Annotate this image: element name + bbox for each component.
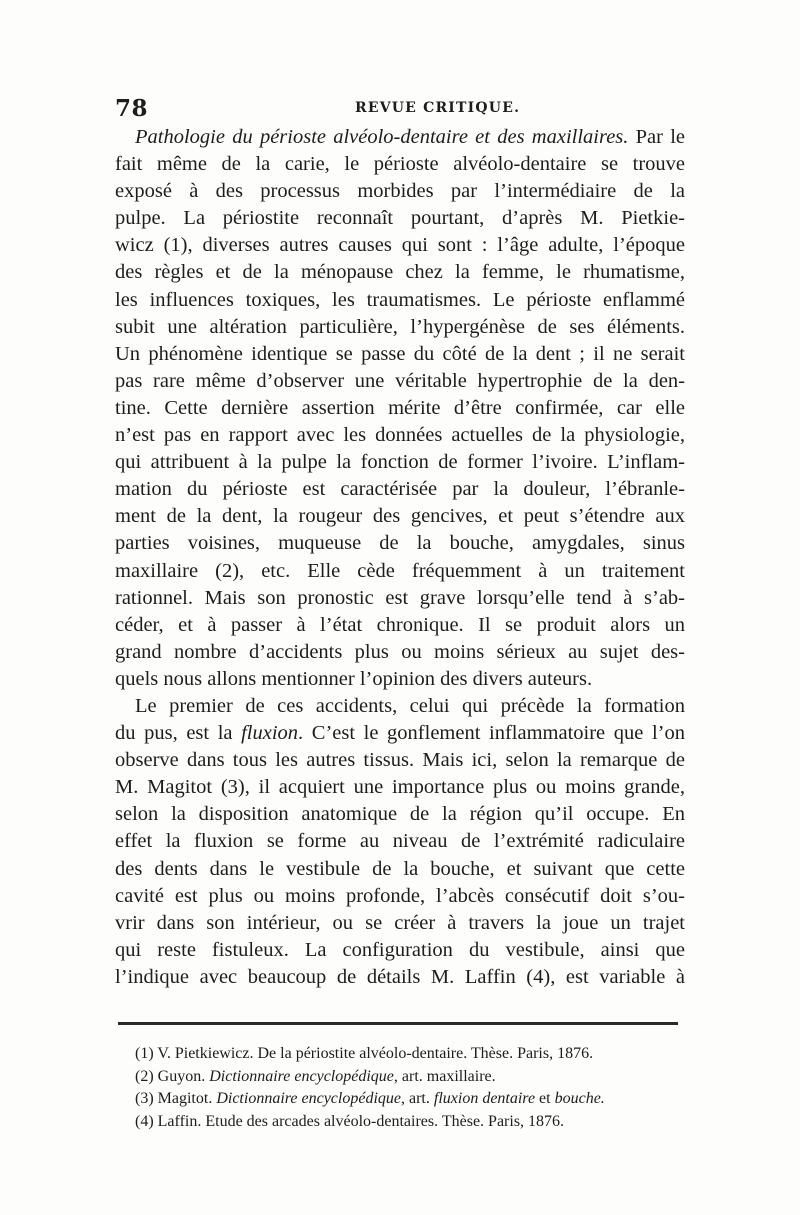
text-line: quels nous allons mentionner l’opinion des divers auteurs.	[115, 667, 593, 690]
text-line: des règles et de la ménopause chez la femme, le rhumatisme,	[115, 261, 685, 284]
text-line: du pus, est la fluxion. C’est le gonflement inflammatoire que l’on	[115, 722, 685, 745]
text-line: les influences toxiques, les traumatismes. Le périoste enflammé	[115, 288, 685, 311]
text-line: qui attribuent à la pulpe la fonction de former l’ivoire. L’inflam-	[115, 451, 685, 474]
running-head: REVUE CRITIQUE.	[355, 100, 521, 116]
text-line: pas rare même d’observer une véritable hypertrophie de la den-	[115, 369, 685, 392]
text-line: pulpe. La périostite reconnaît pourtant, d’après M. Pietkie-	[115, 207, 685, 230]
text-line: fait même de la carie, le périoste alvéolo-dentaire se trouve	[115, 153, 685, 176]
text-line: observe dans tous les autres tissus. Mais ici, selon la remarque de	[115, 749, 685, 772]
text-line: cavité est plus ou moins profonde, l’abcès consécutif doit s’ou-	[115, 884, 685, 907]
page-header	[115, 95, 685, 121]
text-line: selon la disposition anatomique de la région qu’il occupe. En	[115, 803, 685, 826]
text-line: maxillaire (2), etc. Elle cède fréquemment à un traitement	[115, 559, 685, 582]
text-line: l’indique avec beaucoup de détails M. Laffin (4), est variable à	[115, 965, 685, 988]
emphasis-fluxion: fluxion	[241, 722, 299, 745]
text-line: grand nombre d’accidents plus ou moins sérieux au sujet des-	[115, 640, 685, 663]
text-line: effet la fluxion se forme au niveau de l’extrémité radiculaire	[115, 830, 685, 853]
text-line: céder, et à passer à l’état chronique. Il se produit alors un	[115, 613, 685, 636]
text-line: Un phénomène identique se passe du côté de la dent ; il ne serait	[115, 342, 685, 365]
footnotes	[135, 1043, 695, 1134]
text-line: ment de la dent, la rougeur des gencives, et peut s’étendre aux	[115, 505, 685, 528]
text-line: mation du périoste est caractérisée par la douleur, l’ébranle-	[115, 478, 685, 501]
text-line: qui reste fistuleux. La configuration du vestibule, ainsi que	[115, 938, 685, 961]
text-line: M. Magitot (3), il acquiert une importance plus ou moins grande,	[115, 776, 685, 799]
footnote-2: (2) Guyon. Dictionnaire encyclopédique, art. maxillaire.	[135, 1067, 496, 1085]
text-line: exposé à des processus morbides par l’intermédiaire de la	[115, 180, 685, 203]
page-number: 78	[115, 95, 149, 122]
text-line: n’est pas en rapport avec les données actuelles de la physiologie,	[115, 424, 685, 447]
footnote-3: (3) Magitot. Dictionnaire encyclopédique, art. fluxion dentaire et bouche.	[135, 1090, 605, 1108]
footnote-1: (1) V. Pietkiewicz. De la périostite alvéolo-dentaire. Thèse. Paris, 1876.	[135, 1045, 594, 1062]
text-line: vrir dans son intérieur, ou se créer à travers la joue un trajet	[115, 911, 685, 934]
text-line: tine. Cette dernière assertion mérite d’être confirmée, car elle	[115, 396, 685, 419]
section-heading: Pathologie du périoste alvéolo-dentaire et des maxillaires.	[135, 126, 629, 148]
text-line: wicz (1), diverses autres causes qui sont : l’âge adulte, l’époque	[115, 234, 685, 257]
text-line: parties voisines, muqueuse de la bouche, amygdales, sinus	[115, 532, 685, 555]
text-line: rationnel. Mais son pronostic est grave lorsqu’elle tend à s’ab-	[115, 586, 685, 609]
footnote-4: (4) Laffin. Etude des arcades alvéolo-dentaires. Thèse. Paris, 1876.	[135, 1113, 565, 1131]
text-line: des dents dans le vestibule de la bouche, et suivant que cette	[115, 857, 685, 880]
text-line: Le premier de ces accidents, celui qui précède la formation	[135, 694, 685, 717]
footnote-divider	[118, 1022, 678, 1025]
text-line: subit une altération particulière, l’hypergénèse de ses éléments.	[115, 315, 685, 338]
text-line: Pathologie du périoste alvéolo-dentaire et des maxillaires. Par le	[135, 126, 685, 148]
body-text	[115, 124, 685, 991]
